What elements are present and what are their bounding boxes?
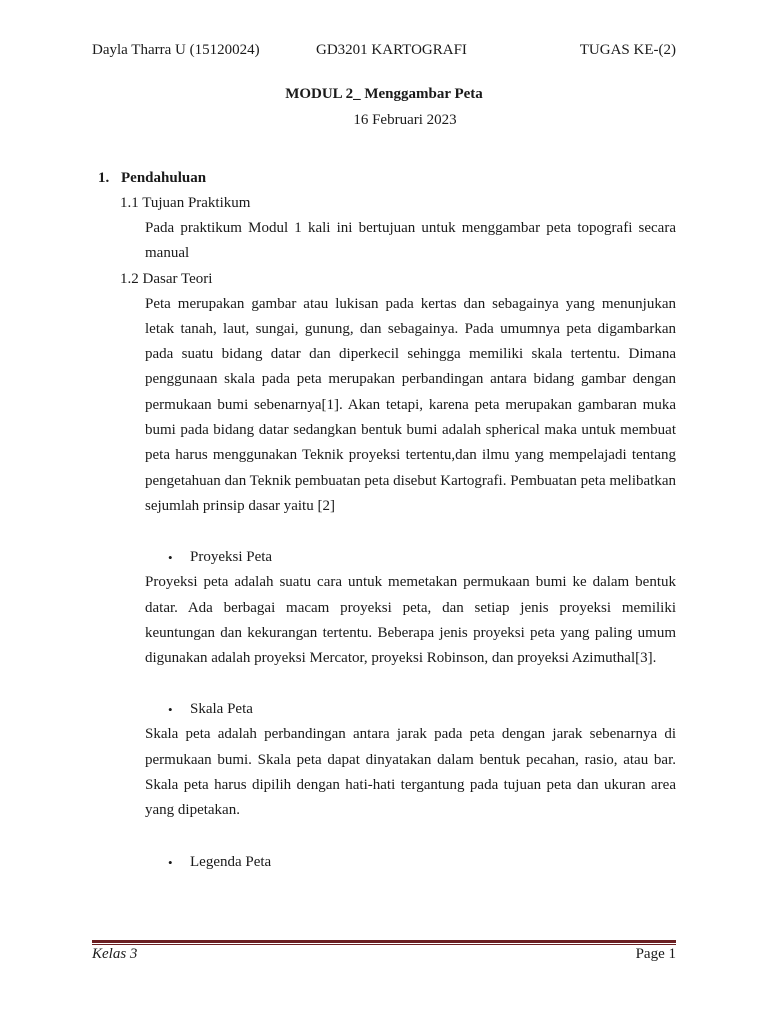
bullet-icon: •: [168, 702, 173, 718]
header-assignment: TUGAS KE-(2): [579, 42, 676, 58]
bullet-item-legenda: [92, 850, 676, 875]
subsection-heading-dasar-teori: 1.2 Dasar Teori: [120, 270, 213, 287]
page-footer: [92, 946, 676, 966]
document-title: MODUL 2_ Menggambar Peta: [285, 86, 483, 102]
section-title: Pendahuluan: [121, 170, 207, 186]
bullet-item-proyeksi: [92, 545, 676, 570]
header-course: GD3201 KARTOGRAFI: [316, 42, 467, 58]
header-author: Dayla Tharra U (15120024): [92, 42, 260, 58]
bullet-icon: •: [168, 854, 173, 870]
subsection-heading-tujuan: 1.1 Tujuan Praktikum: [120, 195, 251, 211]
section-heading: [92, 166, 676, 191]
bullet-icon: •: [168, 550, 173, 566]
bullet-label: Proyeksi Peta: [190, 549, 273, 566]
bullet-label: Skala Peta: [190, 701, 253, 718]
paragraph-proyeksi: Proyeksi peta adalah suatu cara untuk memetakan permukaan bumi ke dalam bentuk datar. Ada berbagai macam proyeksi peta, dan setiap jenis proyeksi memiliki keuntungan dan kekurangan tertentu. Beberapa jenis proyeksi peta yang paling umum digunakan adalah proyeksi Mercator, proyeksi Robinson, dan proyeksi Azimuthal[3].: [145, 574, 676, 667]
bullet-label: Legenda Peta: [190, 853, 272, 870]
document-date: 16 Februari 2023: [353, 112, 457, 128]
paragraph-skala: Skala peta adalah perbandingan antara jarak pada peta dengan jarak sebenarnya di permukaan bumi. Skala peta dapat dinyatakan dalam bentuk pecahan, rasio, atau bar. Skala peta harus dipilih dengan hati-hati tergantung pada tujuan peta dan ukuran area yang dipetakan.: [145, 726, 676, 819]
paragraph-tujuan: Pada praktikum Modul 1 kali ini bertujuan untuk menggambar peta topografi secara manual: [145, 220, 676, 262]
footer-rule: [92, 940, 676, 943]
page-number: Page 1: [635, 946, 676, 962]
footer-rule-thin: [92, 944, 676, 945]
bullet-item-skala: [92, 697, 676, 722]
section-number: 1.: [98, 170, 110, 186]
paragraph-dasar-teori: Peta merupakan gambar atau lukisan pada kertas dan sebagainya yang menunjukan letak tanah, laut, sungai, gunung, dan sebagainya. Pada umumnya peta digambarkan pada suatu bidang datar dan diperkecil sehingga memiliki skala tertentu. Dimana penggunaan skala pada peta merupakan perbandingan antara bidang gambar dengan permukaan bumi sebenarnya[1]. Akan tetapi, karena peta merupakan gambaran muka bumi pada bidang datar sedangkan bentuk bumi adalah spherical maka untuk membuat peta harus menggunakan Teknik proyeksi tertentu,dan ilmu yang mempelajadi tentang pengetahuan dan Teknik pembuatan peta disebut Kartografi. Pembuatan peta melibatkan sejumlah prinsip dasar yaitu [2]: [145, 295, 676, 514]
document-body: [92, 166, 676, 875]
footer-class: Kelas 3: [92, 946, 138, 962]
page-header: [92, 42, 676, 64]
